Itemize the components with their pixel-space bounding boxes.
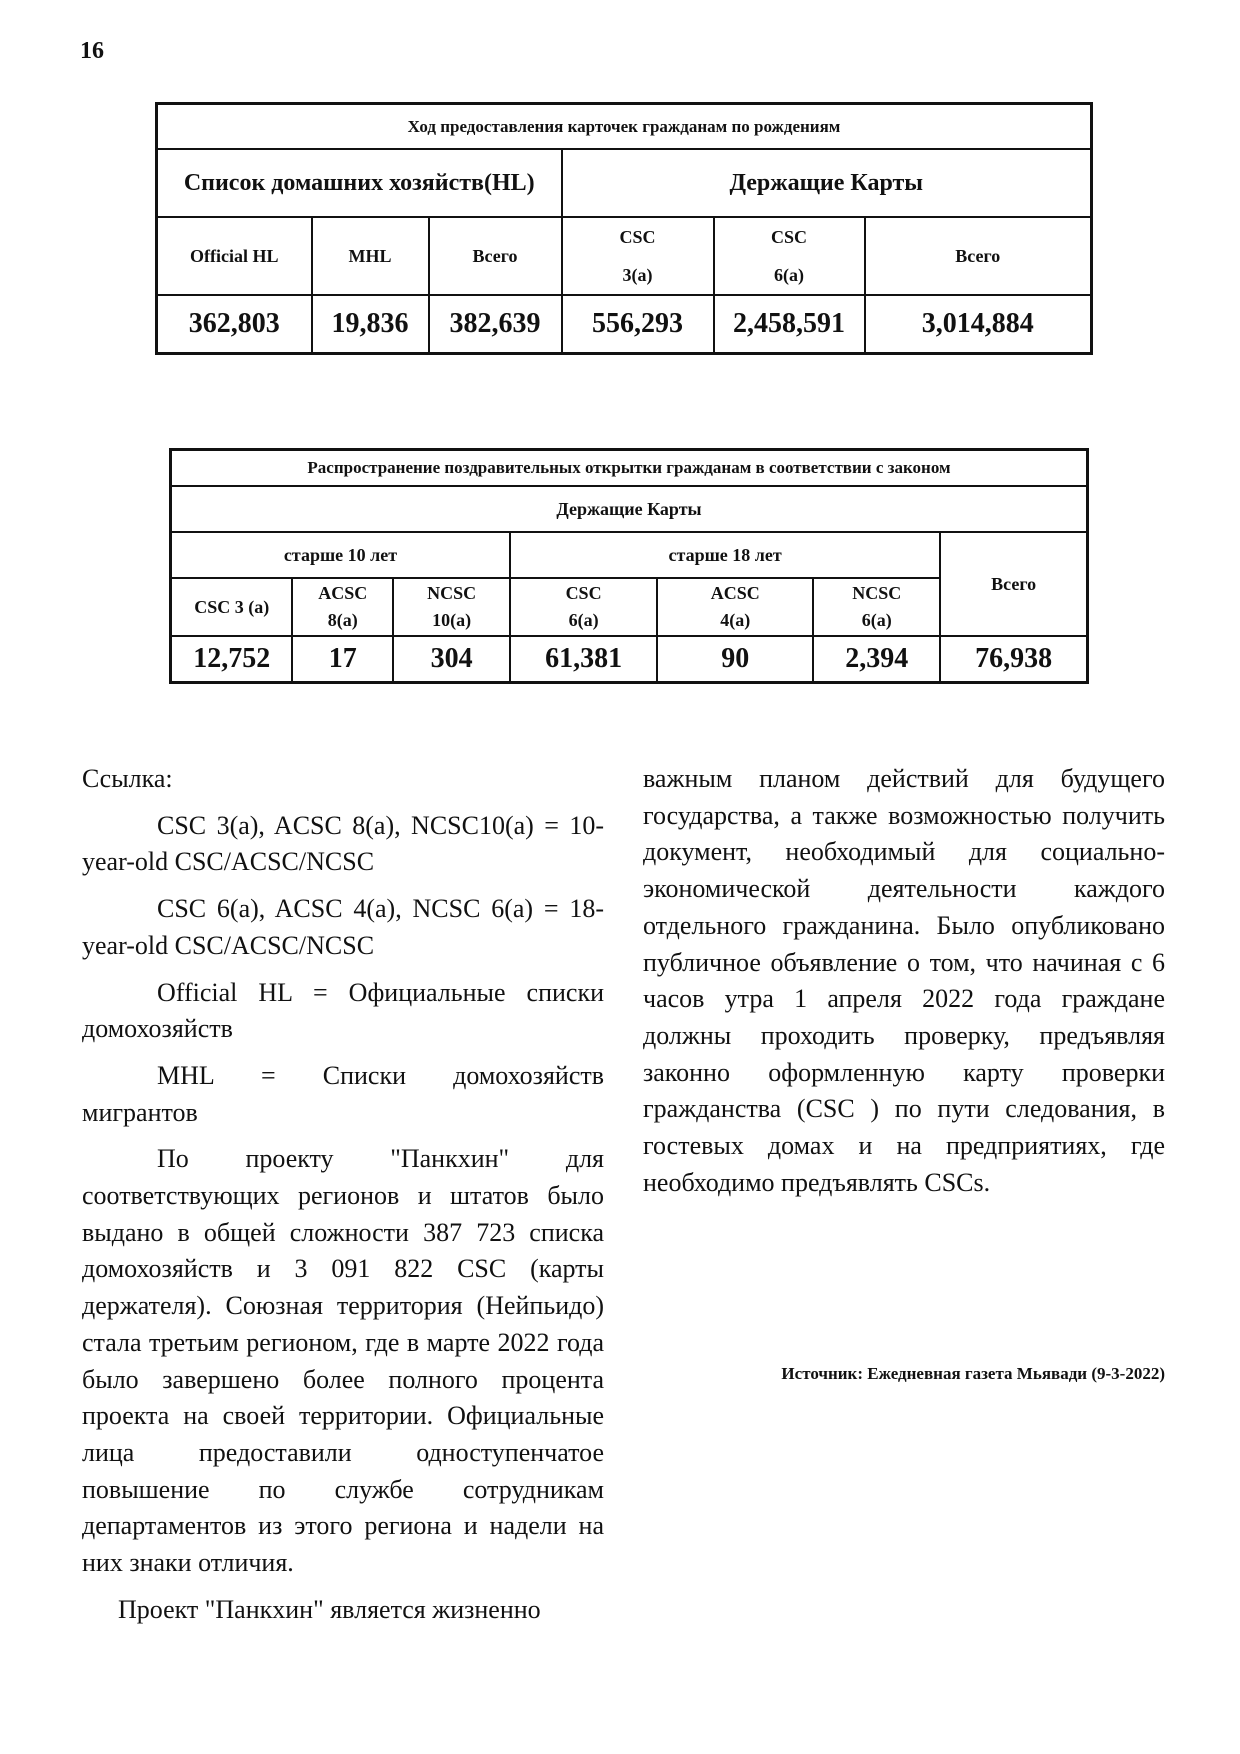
- table-subtitle: Держащие Карты: [171, 486, 1088, 532]
- paragraph: Official HL = Официальные списки домохозяйств: [82, 977, 604, 1044]
- group-header-over-10: старше 10 лет: [171, 532, 511, 578]
- reference-heading: Ссылка:: [82, 764, 173, 793]
- group-header-household-lists: Список домашних хозяйств(HL): [157, 149, 562, 217]
- birth-cards-table: [155, 102, 1093, 355]
- right-text-column: [643, 761, 1165, 1201]
- column-header-csc-6a: CSC 6(a): [510, 578, 657, 636]
- table-cell: 2,458,591: [714, 295, 865, 354]
- left-text-column: [82, 761, 604, 1628]
- table-row: [171, 636, 1088, 683]
- table-title: Ход предоставления карточек гражданам по рождениям: [157, 104, 1092, 150]
- column-header-acsc-4a: ACSC 4(a): [657, 578, 813, 636]
- column-header-total: Всего: [940, 532, 1087, 636]
- table-cell: 76,938: [940, 636, 1087, 683]
- group-header-card-holders: Держащие Карты: [562, 149, 1092, 217]
- page-number: 16: [80, 38, 104, 64]
- paragraph: По проекту "Панкхин" для соответствующих регионов и штатов было выдано в общей сложности 387 723 списка домохозяйств и 3 091 822 CSC (карты держателя). Союзная территория (Нейпьидо) стала третьим регионом, где в марте 2022 года было завершено более полного процента проекта на своей территории. Официальные лица предоставили одноступенчатое повышение по службе сотрудникам департаментов из этого региона и надели на них знаки отличия.: [82, 1144, 604, 1578]
- column-header-csc-6a: CSC 6(a): [714, 217, 865, 295]
- table-cell: 304: [393, 636, 510, 683]
- column-header-official-hl: Official HL: [157, 217, 312, 295]
- column-header-ncsc-6a: NCSC 6(a): [813, 578, 940, 636]
- table-cell: 61,381: [510, 636, 657, 683]
- table-cell: 2,394: [813, 636, 940, 683]
- table-row: [157, 295, 1092, 354]
- table-cell: 556,293: [562, 295, 714, 354]
- paragraph: MHL = Списки домохозяйств мигрантов: [82, 1060, 604, 1127]
- column-header-acsc-8a: ACSC 8(a): [292, 578, 393, 636]
- column-header-total-cards: Всего: [865, 217, 1092, 295]
- group-header-over-18: старше 18 лет: [510, 532, 940, 578]
- paragraph: CSC 3(a), ACSC 8(a), NCSC10(a) = 10-year-old CSC/ACSC/NCSC: [82, 810, 604, 877]
- column-header-mhl: MHL: [312, 217, 429, 295]
- table-cell: 382,639: [429, 295, 562, 354]
- table-cell: 90: [657, 636, 813, 683]
- column-header-ncsc-10a: NCSC 10(a): [393, 578, 510, 636]
- table-cell: 12,752: [171, 636, 293, 683]
- table-cell: 362,803: [157, 295, 312, 354]
- table-cell: 17: [292, 636, 393, 683]
- column-header-total-hl: Всего: [429, 217, 562, 295]
- column-header-csc-3a: CSC 3 (a): [171, 578, 293, 636]
- table-cell: 19,836: [312, 295, 429, 354]
- source-citation: Источник: Ежедневная газета Мьявади (9-3-2022): [781, 1364, 1165, 1383]
- paragraph: важным планом действий для будущего государства, а также возможностью получить документ, необходимый для социально-экономической деятельности каждого отдельного гражданина. Было опубликовано публичное объявление о том, что начиная с 6 часов утра 1 апреля 2022 года граждане должны проходить проверку, предъявляя законно оформленную карту проверки гражданства (CSC ) по пути следования, в гостевых домах и на предприятиях, где необходимо предъявлять CSCs.: [643, 764, 1165, 1197]
- column-header-csc-3a: CSC 3(a): [562, 217, 714, 295]
- paragraph: CSC 6(a), ACSC 4(a), NCSC 6(a) = 18-year-old CSC/ACSC/NCSC: [82, 894, 604, 960]
- paragraph: Проект "Панкхин" является жизненно: [118, 1594, 541, 1624]
- table-title: Распространение поздравительных открытки гражданам в соответствии с законом: [171, 450, 1088, 487]
- table-cell: 3,014,884: [865, 295, 1092, 354]
- greeting-cards-table: [169, 448, 1089, 684]
